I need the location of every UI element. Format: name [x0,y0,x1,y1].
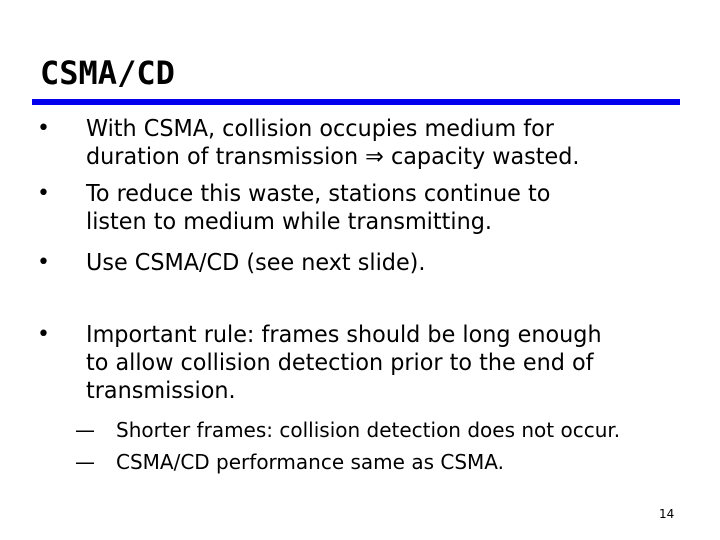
bullet-text [86,115,580,171]
bullet-marker: • [37,322,50,347]
bullet-text [86,180,550,236]
slide-title: CSMA/CD [40,54,175,92]
bullet-line: transmission. [86,378,236,404]
bullet-marker: • [37,116,50,141]
sub-bullet-marker: — [75,418,95,442]
sub-bullet-text: CSMA/CD performance same as CSMA. [116,450,504,474]
bullet-line: Use CSMA/CD (see next slide). [86,250,426,276]
bullet-line: to allow collision detection prior to the end of [86,350,594,376]
bullet-text [86,321,602,405]
bullet-line: listen to medium while transmitting. [86,209,492,235]
bullet-line: Important rule: frames should be long enough [86,322,602,348]
bullet-line: To reduce this waste, stations continue to [86,181,551,207]
bullet-line: With CSMA, collision occupies medium for [86,116,554,142]
bullet-line: duration of transmission ⇒ capacity wasted. [86,144,580,170]
page-number: 14 [659,507,675,521]
sub-bullet-text: Shorter frames: collision detection does not occur. [116,418,621,442]
bullet-text [86,249,425,277]
sub-bullet-marker: — [75,450,95,474]
bullet-marker: • [37,181,50,206]
title-underline [32,99,680,105]
bullet-marker: • [37,250,50,275]
